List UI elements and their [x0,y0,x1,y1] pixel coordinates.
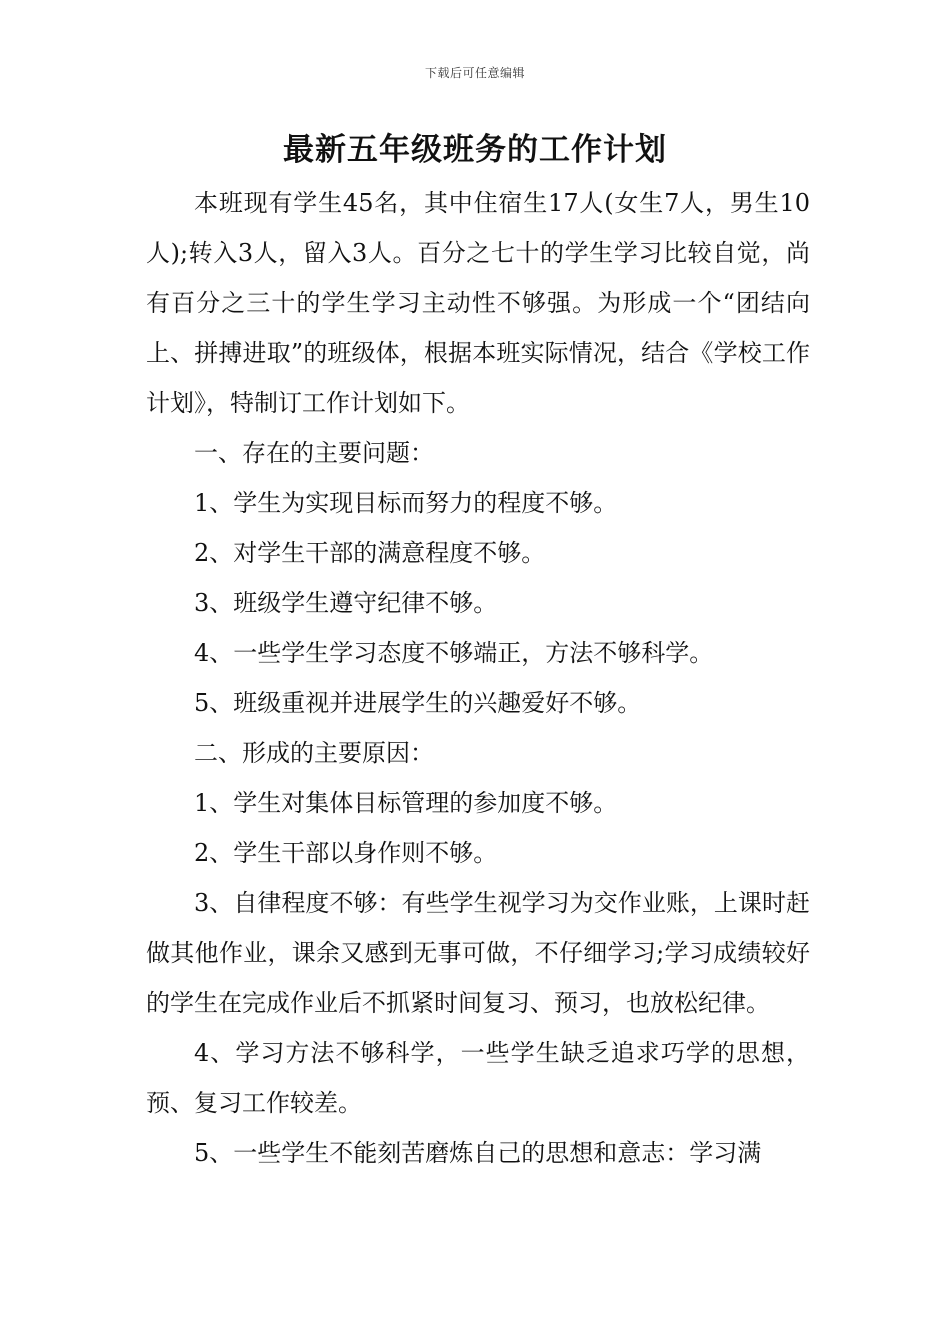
header-note: 下载后可任意编辑 [424,66,525,80]
list-item: 2、学生干部以身作则不够。 [194,839,498,867]
list-item: 4、一些学生学习态度不够端正，方法不够科学。 [194,639,714,667]
list-item: 2、对学生干部的满意程度不够。 [194,539,546,567]
list-item: 5、一些学生不能刻苦磨炼自己的思想和意志：学习满 [194,1139,762,1167]
list-item: 5、班级重视并进展学生的兴趣爱好不够。 [194,689,642,717]
list-item: 1、学生对集体目标管理的参加度不够。 [194,789,618,817]
list-item: 4、学习方法不够科学，一些学生缺乏追求巧学的思想，预、复习工作较差。 [146,1039,810,1117]
document-body [146,178,810,1178]
list-item: 1、学生为实现目标而努力的程度不够。 [194,489,618,517]
list-item: 3、自律程度不够：有些学生视学习为交作业账，上课时赶做其他作业，课余又感到无事可做，不仔细学习;学习成绩较好的学生在完成作业后不抓紧时间复习、预习，也放松纪律。 [146,889,810,1017]
page-title: 最新五年级班务的工作计划 [283,132,667,168]
section-heading-causes: 二、形成的主要原因： [194,739,434,767]
paragraph-intro: 本班现有学生45名，其中住宿生17人(女生7人，男生10人);转入3人，留入3人。百分之七十的学生学习比较自觉，尚有百分之三十的学生学习主动性不够强。为形成一个“团结向上、拼搏进取”的班级体，根据本班实际情况，结合《学校工作计划》，特制订工作计划如下。 [146,189,810,417]
list-item: 3、班级学生遵守纪律不够。 [194,589,498,617]
section-heading-problems: 一、存在的主要问题： [194,439,434,467]
